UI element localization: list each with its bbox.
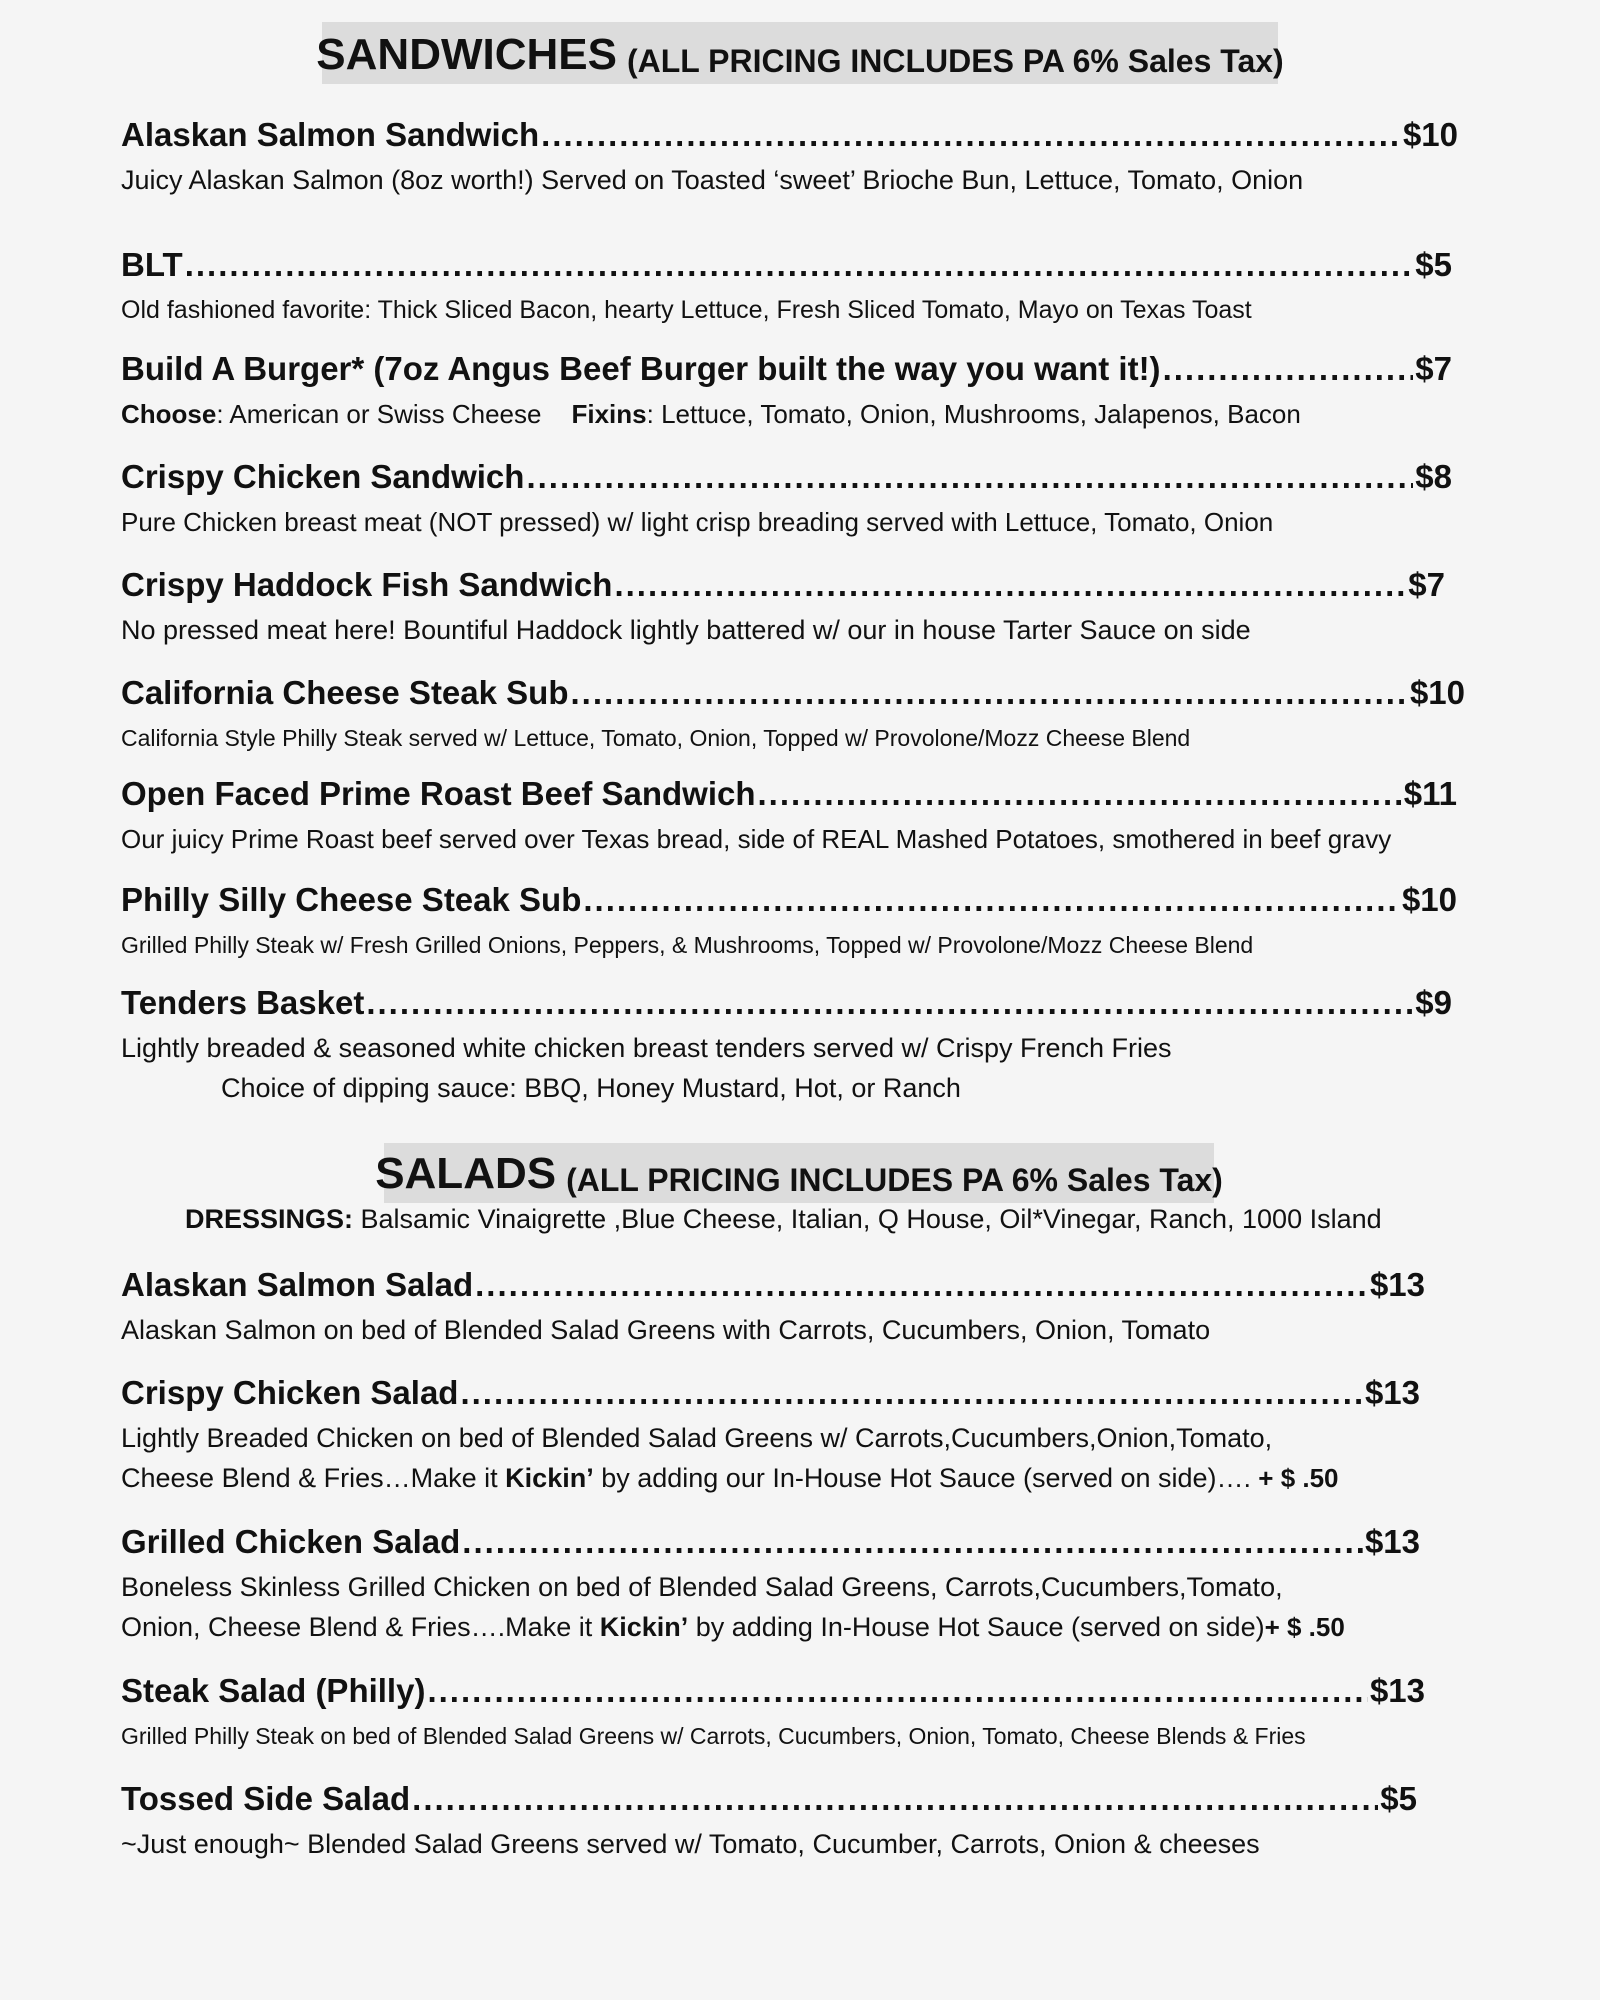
item-description: Our juicy Prime Roast beef served over Texas bread, side of REAL Mashed Potatoes, smothered in beef gravy [121, 824, 1392, 854]
item-description: No pressed meat here! Bountiful Haddock lightly battered w/ our in house Tarter Sauce on side [121, 615, 1251, 645]
kickin-emphasis: Kickin’ [505, 1463, 594, 1493]
menu-item [121, 674, 1465, 758]
item-price: $10 [1401, 881, 1457, 918]
menu-item [121, 775, 1457, 859]
desc-text: Onion, Cheese Blend & Fries….Make it [121, 1612, 600, 1642]
fixins-text: : Lettuce, Tomato, Onion, Mushrooms, Jalapenos, Bacon [646, 399, 1301, 429]
item-name: Open Faced Prime Roast Beef Sandwich [121, 775, 756, 812]
item-price: $9 [1415, 984, 1452, 1021]
item-description: Old fashioned favorite: Thick Sliced Bacon, hearty Lettuce, Fresh Sliced Tomato, Mayo on Texas Toast [121, 296, 1252, 324]
menu-item [121, 1374, 1420, 1498]
item-name: Steak Salad (Philly) [121, 1672, 426, 1709]
menu-item [121, 1780, 1417, 1864]
item-name: Alaskan Salmon Salad [121, 1266, 474, 1303]
item-name: Crispy Chicken Sandwich [121, 458, 525, 495]
menu-item [121, 458, 1452, 542]
item-description: Grilled Philly Steak w/ Fresh Grilled Onions, Peppers, & Mushrooms, Topped w/ Provolone/Mozz Cheese Blend [121, 932, 1254, 958]
sandwiches-subtitle: (ALL PRICING INCLUDES PA 6% Sales Tax) [626, 43, 1284, 79]
item-price: $7 [1415, 350, 1452, 387]
addon-price: + $ .50 [1264, 1612, 1345, 1642]
item-price: $11 [1403, 775, 1457, 812]
menu-item [121, 1266, 1425, 1350]
desc-text: by adding In-House Hot Sauce (served on side) [688, 1612, 1265, 1642]
menu-item [121, 1523, 1420, 1647]
item-description: Juicy Alaskan Salmon (8oz worth!) Served on Toasted ‘sweet’ Brioche Bun, Lettuce, Tomato, Onion [121, 165, 1304, 195]
menu-item [121, 566, 1445, 650]
dressings-label: DRESSINGS: [185, 1204, 354, 1234]
item-price: $13 [1364, 1523, 1420, 1560]
fixins-label: Fixins [571, 399, 647, 429]
choose-label: Choose [121, 399, 217, 429]
dressings-text: Balsamic Vinaigrette ,Blue Cheese, Italian, Q House, Oil*Vinegar, Ranch, 1000 Island [353, 1204, 1382, 1234]
item-name: BLT [121, 246, 183, 283]
item-price: $7 [1408, 566, 1445, 603]
item-description [121, 394, 1452, 434]
item-description: Alaskan Salmon on bed of Blended Salad Greens with Carrots, Cucumbers, Onion, Tomato [121, 1315, 1211, 1345]
item-name: Crispy Haddock Fish Sandwich [121, 566, 613, 603]
addon-price: + $ .50 [1251, 1463, 1339, 1493]
item-description: California Style Philly Steak served w/ Lettuce, Tomato, Onion, Topped w/ Provolone/Mozz Cheese Blend [121, 725, 1191, 751]
desc-text: by adding our In-House Hot Sauce (served on side)…. [593, 1463, 1252, 1493]
item-price: $10 [1409, 674, 1465, 711]
item-price: $13 [1369, 1266, 1425, 1303]
sandwiches-header [316, 22, 1284, 84]
desc-text: Cheese Blend & Fries…Make it [121, 1463, 506, 1493]
item-description-line2 [121, 1458, 1420, 1498]
dressings-line [185, 1204, 1382, 1235]
item-price: $8 [1415, 458, 1452, 495]
salads-header [375, 1143, 1223, 1203]
kickin-emphasis: Kickin’ [599, 1612, 689, 1642]
item-name: Grilled Chicken Salad [121, 1523, 461, 1560]
item-price: $13 [1364, 1374, 1420, 1411]
item-name: Philly Silly Cheese Steak Sub [121, 881, 582, 918]
menu-item [121, 116, 1458, 200]
item-description-line2: Choice of dipping sauce: BBQ, Honey Mustard, Hot, or Ranch [221, 1073, 961, 1103]
item-name: Tossed Side Salad [121, 1780, 411, 1817]
salads-title: SALADS [375, 1149, 557, 1198]
item-name: Alaskan Salmon Sandwich [121, 116, 540, 153]
item-price: $5 [1415, 246, 1452, 283]
menu-item [121, 246, 1452, 330]
item-price: $13 [1369, 1672, 1425, 1709]
item-description: Grilled Philly Steak on bed of Blended Salad Greens w/ Carrots, Cucumbers, Onion, Tomato, Cheese Blends & Fries [121, 1723, 1306, 1749]
item-description: Pure Chicken breast meat (NOT pressed) w/ light crisp breading served with Lettuce, Tomato, Onion [121, 507, 1274, 537]
menu-item [121, 881, 1457, 965]
item-price: $5 [1380, 1780, 1417, 1817]
item-description: Lightly Breaded Chicken on bed of Blended Salad Greens w/ Carrots,Cucumbers,Onion,Tomato, [121, 1423, 1273, 1453]
item-name: California Cheese Steak Sub [121, 674, 569, 711]
item-name: Tenders Basket [121, 984, 365, 1021]
sandwiches-title: SANDWICHES [316, 30, 617, 79]
item-name: Build A Burger* (7oz Angus Beef Burger built the way you want it!) [121, 350, 1161, 387]
item-description: Lightly breaded & seasoned white chicken breast tenders served w/ Crispy French Fries [121, 1033, 1172, 1063]
item-description: Boneless Skinless Grilled Chicken on bed of Blended Salad Greens, Carrots,Cucumbers,Tomato, [121, 1572, 1283, 1602]
menu-item [121, 1672, 1425, 1756]
choose-text: : American or Swiss Cheese [216, 399, 542, 429]
menu-item [121, 984, 1452, 1108]
item-name: Crispy Chicken Salad [121, 1374, 459, 1411]
menu-item [121, 350, 1452, 434]
item-description-line2 [121, 1607, 1420, 1647]
item-price: $10 [1402, 116, 1458, 153]
salads-subtitle: (ALL PRICING INCLUDES PA 6% Sales Tax) [566, 1162, 1223, 1198]
item-description: ~Just enough~ Blended Salad Greens served w/ Tomato, Cucumber, Carrots, Onion & cheeses [121, 1829, 1260, 1859]
